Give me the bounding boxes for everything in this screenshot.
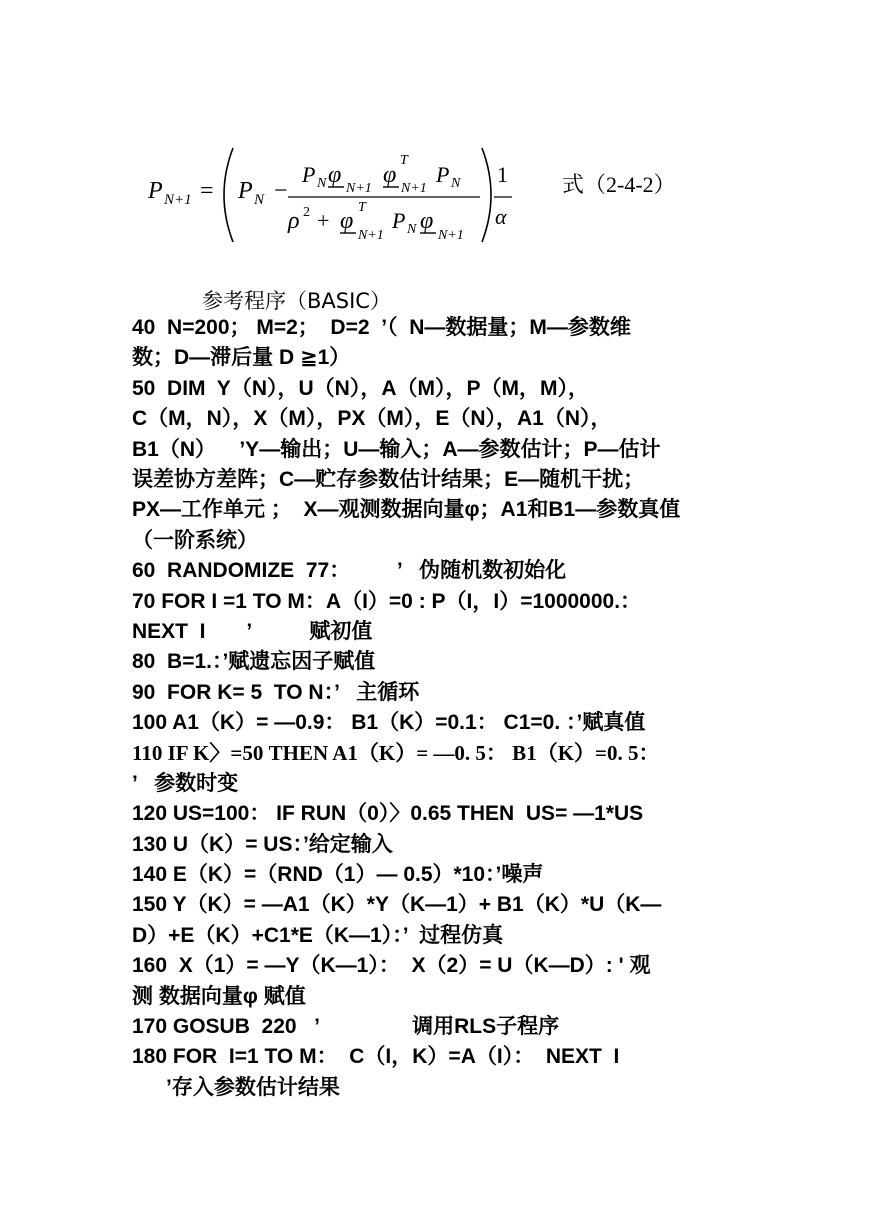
formula-equals: = (200, 178, 214, 204)
formula-pn-sub: N (254, 192, 265, 208)
den-rho-sup: 2 (303, 205, 310, 220)
code-line: D）+E（K）+C1*E（K—1）：’ 过程仿真 (132, 923, 504, 947)
code-line: 误差协方差阵；C—贮存参数估计结果；E—随机干扰； (132, 467, 645, 491)
den-rho: ρ (288, 208, 300, 234)
code-line: 40 N=200； M=2； D=2 ’（ N—数据量；M—参数维 (132, 316, 631, 339)
den-plus: + (317, 208, 330, 233)
den-p: P (392, 208, 406, 233)
code-line: （一阶系统） (132, 528, 258, 552)
formula-pn: P (238, 178, 253, 204)
code-line: B1（N） ’Y—输出；U—输入；A—参数估计；P—估计 (132, 437, 661, 461)
code-line: NEXT I ’ 赋初值 (132, 619, 373, 643)
factor-one: 1 (497, 162, 508, 187)
code-line: 170 GOSUB 220 ’ 调用RLS子程序 (132, 1014, 560, 1038)
code-line: 80 B=1.：’赋遗忘因子赋值 (132, 650, 376, 674)
code-line: C（M，N），X（M），PX（M），E（N），A1（N）， (132, 407, 612, 431)
code-line: PX—工作单元 ； X—观测数据向量φ；A1和B1—参数真值 (132, 498, 681, 522)
program-heading: 参考程序（BASIC） (202, 289, 391, 313)
formula-lhs-sub: N+1 (164, 192, 192, 208)
basic-program-listing (132, 313, 742, 1103)
code-line: 150 Y（K）= —A1（K）*Y（K—1）+ B1（K）*U（K— (132, 893, 662, 917)
code-line: 测 数据向量φ 赋值 (132, 984, 306, 1008)
left-paren (224, 148, 233, 242)
num-p1: P (302, 162, 316, 187)
num-phi2-sup: T (400, 153, 408, 168)
code-line: 140 E（K）=（RND（1）— 0.5）*10：’噪声 (132, 863, 544, 887)
code-line: ’ 参数时变 (132, 771, 239, 795)
num-p2-sub: N (451, 176, 461, 191)
den-phi1-sub: N+1 (358, 228, 384, 243)
code-line: 180 FOR I=1 TO M： C（I，K）=A（I）： NEXT I (132, 1045, 620, 1069)
code-line: ’存入参数估计结果 (166, 1075, 340, 1099)
code-line: 数；D—滞后量 D ≧1） (132, 346, 351, 370)
den-phi2: φ (420, 208, 434, 234)
equation-number: 式（2-4-2） (562, 172, 676, 197)
code-line: 130 U（K）= US：’给定输入 (132, 832, 393, 856)
code-line: 90 FOR K= 5 TO N：’ 主循环 (132, 680, 420, 704)
code-line: 60 RANDOMIZE 77： ’ 伪随机数初始化 (132, 559, 567, 583)
right-paren (482, 148, 491, 242)
num-phi2: φ (383, 162, 397, 188)
num-phi1-sub: N+1 (346, 181, 372, 196)
code-line: 160 X（1）= —Y（K—1）： X（2）= U（K—D）: ' 观 (132, 954, 651, 978)
num-p1-sub: N (317, 176, 327, 191)
den-phi1: φ (340, 208, 354, 234)
formula-lhs: P (148, 178, 163, 204)
den-p-sub: N (407, 222, 417, 237)
code-line: 70 FOR I =1 TO M：A（I）=0 : P（I，I）=1000000.： (132, 589, 642, 613)
code-line: 50 DIM Y（N），U（N），A（M），P（M，M）， (132, 376, 589, 400)
recursive-covariance-formula (130, 140, 730, 250)
code-line: 110 IF K〉=50 THEN A1（K）= —0. 5： B1（K）=0. 5： (132, 741, 660, 766)
code-line: 100 A1（K）= —0.9： B1（K）=0.1： C1=0. ：’赋真值 (132, 711, 646, 735)
factor-alpha: α (495, 204, 507, 229)
code-line: 120 US=100： IF RUN（0）〉0.65 THEN US= —1*US (132, 802, 644, 826)
num-p2: P (436, 162, 450, 187)
den-phi2-sub: N+1 (438, 228, 464, 243)
formula-minus: − (274, 178, 288, 204)
num-phi1: φ (328, 162, 342, 188)
den-phi1-sup: T (358, 200, 366, 215)
num-phi2-sub: N+1 (401, 181, 427, 196)
